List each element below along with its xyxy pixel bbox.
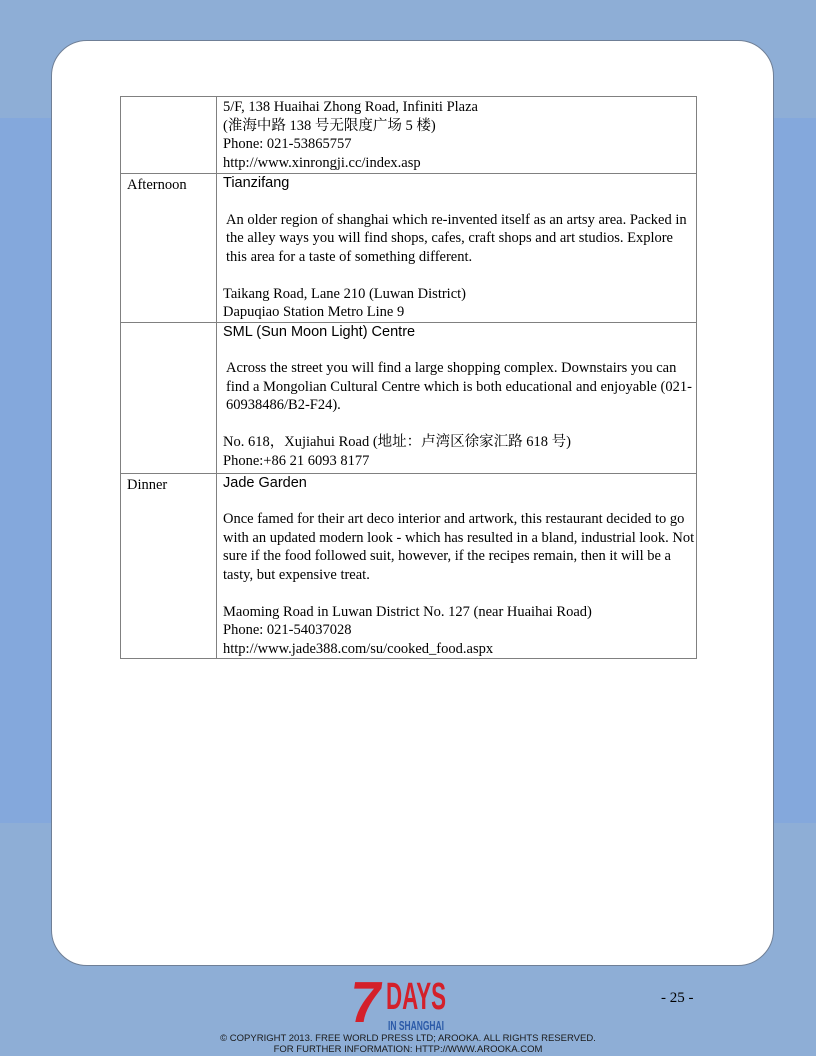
details-cell: [217, 97, 697, 174]
venue-description: An older region of shanghai which re-invented itself as an artsy area. Packed in the alley ways you will find shops, cafes, craft shops and art studios. Explore this area for a taste of something different.: [226, 211, 687, 265]
venue-name: SML (Sun Moon Light) Centre: [223, 323, 416, 340]
details-cell: [217, 322, 697, 473]
venue-name: Jade Garden: [223, 474, 307, 491]
copyright-notice: [0, 1033, 816, 1055]
venue-description: Once famed for their art deco interior and artwork, this restaurant decided to go with an updated modern look - which has resulted in a bland, industrial look. Not sure if the food followed suit, however, if the recipes remain, then it will be a tasty, but expensive treat.: [223, 511, 695, 583]
time-cell: [121, 322, 217, 473]
time-cell: Dinner: [121, 473, 217, 659]
address-line: No. 618，Xujiahui Road (地址：卢湾区徐家汇路 618 号): [223, 434, 571, 450]
phone-line: Phone:+86 21 6093 8177: [223, 452, 370, 469]
svg-text:7: 7: [345, 970, 387, 1035]
address-line: Maoming Road in Luwan District No. 127 (near Huaihai Road): [223, 603, 592, 620]
itinerary-table: [120, 96, 697, 659]
phone-line: Phone: 021-53865757: [223, 136, 352, 152]
logo-graphic: [345, 970, 448, 1035]
address-line: 5/F, 138 Huaihai Zhong Road, Infiniti Plaza: [223, 99, 478, 115]
table-row: [121, 97, 697, 174]
website-link[interactable]: http://www.xinrongji.cc/index.asp: [223, 154, 421, 171]
svg-text:DAYS: DAYS: [386, 974, 446, 1018]
address-line: Taikang Road, Lane 210 (Luwan District): [223, 285, 466, 302]
time-cell: Afternoon: [121, 174, 217, 323]
page-number: - 25 -: [661, 990, 694, 1006]
details-cell: [217, 473, 697, 659]
phone-line: Phone: 021-54037028: [223, 622, 352, 638]
table-row: [121, 174, 697, 323]
details-cell: [217, 174, 697, 323]
copyright-line: © COPYRIGHT 2013. FREE WORLD PRESS LTD; AROOKA. ALL RIGHTS RESERVED.: [220, 1033, 596, 1044]
transit-line: Dapuqiao Station Metro Line 9: [223, 304, 405, 320]
seven-days-logo: [345, 970, 448, 1035]
venue-name: Tianzifang: [223, 175, 290, 191]
table-row: [121, 473, 697, 659]
further-info-line: FOR FURTHER INFORMATION: HTTP://WWW.AROOKA.COM: [273, 1044, 543, 1055]
table-row: [121, 322, 697, 473]
website-link[interactable]: http://www.jade388.com/su/cooked_food.aspx: [223, 640, 494, 657]
svg-text:IN SHANGHAI: IN SHANGHAI: [388, 1019, 444, 1033]
left-band: [0, 118, 52, 823]
address-line-chinese: (淮海中路 138 号无限度广场 5 楼): [223, 117, 436, 134]
venue-description: Across the street you will find a large shopping complex. Downstairs you can find a Mongolian Cultural Centre which is both educational and enjoyable (021-60938486/B2-F24).: [226, 360, 692, 413]
time-cell: [121, 97, 217, 174]
